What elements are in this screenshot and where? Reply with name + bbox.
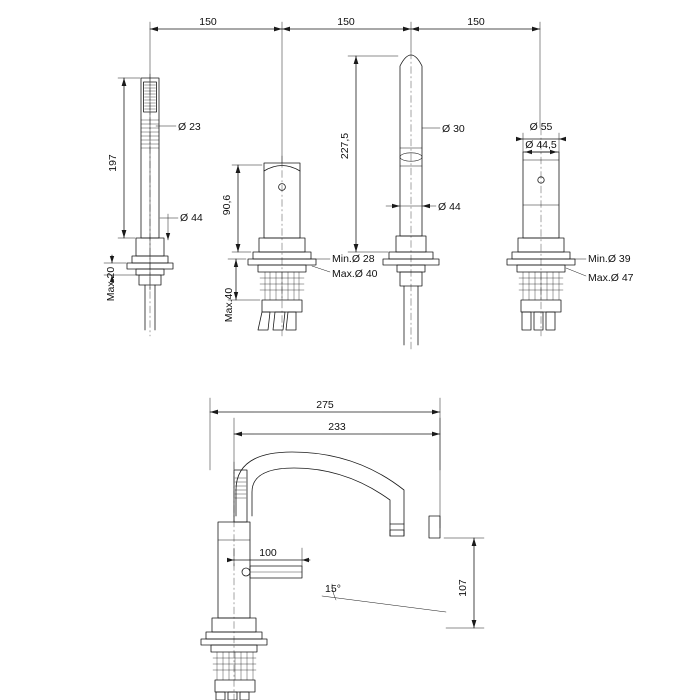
side-view-body (201, 452, 484, 700)
dim-mixer-hole (565, 259, 586, 276)
dim-label-side-total-reach: 275 (316, 399, 334, 411)
dim-label-side-angle: 15° (325, 583, 341, 595)
dim-label-mixer-hole-min: Min.Ø 39 (588, 253, 631, 265)
spout-view (348, 52, 440, 352)
dim-label-handshower-max-thickness: Max.20 (105, 266, 117, 302)
dim-handle-height (232, 165, 262, 252)
dim-label-spacing-1: 150 (199, 16, 217, 28)
dim-label-handle-hole-min: Min.Ø 28 (332, 253, 375, 265)
dim-spout-height (348, 56, 398, 252)
dim-label-side-handle-reach: 100 (259, 547, 277, 559)
dim-label-mixer-dia-top: Ø 55 (529, 121, 553, 133)
dim-label-mixer-dia-body: Ø 44,5 (525, 139, 557, 151)
dim-label-handle-height: 90,6 (221, 194, 233, 216)
dim-handshower-dia44 (160, 214, 178, 240)
dim-label-spout-dia-base: Ø 44 (438, 201, 461, 213)
side-dimension-chain (210, 398, 440, 528)
dim-label-handshower-height: 197 (107, 154, 119, 172)
dim-label-spout-height: 227,5 (339, 132, 351, 160)
dim-label-side-outlet-height: 107 (457, 579, 469, 597)
dim-label-spacing-2: 150 (337, 16, 355, 28)
dim-label-handle-max-thickness: Max.40 (223, 287, 235, 323)
handle-view (228, 156, 330, 336)
dim-handshower-height (118, 78, 140, 238)
dim-label-handshower-dia-head: Ø 23 (178, 121, 201, 133)
dim-label-side-spout-reach: 233 (328, 421, 346, 433)
dim-label-spacing-3: 150 (467, 16, 485, 28)
dim-label-handle-hole-max: Max.Ø 40 (332, 268, 378, 280)
dim-label-mixer-hole-max: Max.Ø 47 (588, 272, 634, 284)
dim-label-spout-dia-top: Ø 30 (442, 123, 465, 135)
mixer-view (507, 128, 586, 336)
dim-handle-hole (306, 259, 330, 272)
dim-label-handshower-dia-base: Ø 44 (180, 212, 203, 224)
